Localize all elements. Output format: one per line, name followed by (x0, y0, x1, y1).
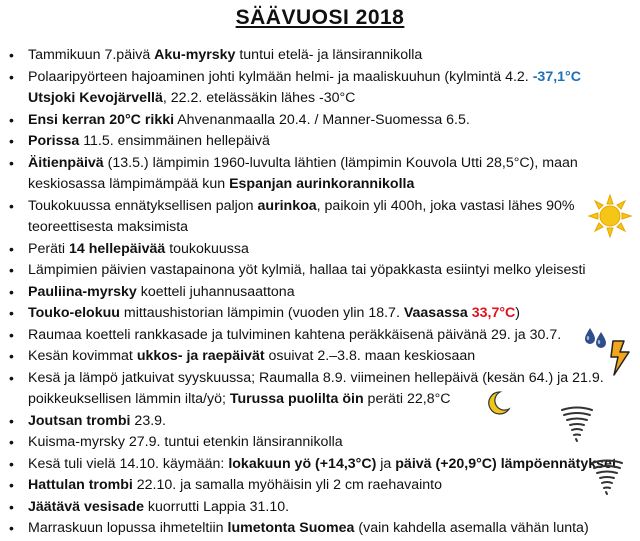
raindrops-icon (584, 326, 608, 348)
text-segment: Ahvenanmaalla 20.4. / Manner-Suomessa 6.5. (174, 111, 470, 128)
list-item (0, 67, 600, 110)
text-segment: Äitienpäivä (28, 154, 104, 171)
text-segment: tuntui etelä- ja länsirannikolla (235, 47, 423, 63)
text-segment: peräti 22,8°C (363, 391, 451, 407)
text-segment: osuivat 2.–3.8. maan keskiosaan (264, 348, 476, 364)
weather-events-list (0, 45, 617, 540)
tornado-icon (560, 405, 594, 443)
text-segment: Aku-myrsky (154, 47, 236, 63)
text-segment: 14 hellepäivää (69, 240, 166, 257)
list-item (0, 454, 617, 476)
list-item (0, 153, 600, 196)
text-segment: Hattulan trombi (28, 477, 133, 493)
text-segment: Kesä tuli vielä 14.10. käymään: (28, 455, 229, 472)
text-segment: mittaushistorian lämpimin (vuoden ylin 18.7. (119, 305, 404, 321)
text-segment: Jäätävä vesisade (28, 498, 144, 515)
text-segment: 22.10. ja samalla myöhäisin yli 2 cm raehavainto (132, 477, 442, 493)
text-segment: Polaaripyörteen hajoaminen johti kylmään helmi- ja maaliskuuhun (kylmintä 4.2. (28, 68, 533, 85)
text-segment: Joutsan trombi (28, 412, 131, 429)
text-segment: Utsjoki Kevojärvellä (28, 90, 163, 106)
text-segment: -37,1°C (532, 68, 581, 85)
text-segment: 11.5. ensimmäinen hellepäivä (79, 133, 270, 149)
text-segment: Kesä ja lämpö jatkuivat syyskuussa; Raumalla 8.9. viimeinen hellepäivä (kesän 64.) ja 21.9. (28, 369, 604, 386)
list-item (0, 196, 600, 239)
text-segment: , paikoin yli 400h, joka vastasi lähes 90% (316, 197, 575, 214)
list-item (0, 346, 600, 368)
text-segment: Marraskuun lopussa ihmeteltiin (28, 520, 228, 536)
list-item (0, 518, 600, 540)
text-segment: Turussa puolilta öin (229, 391, 364, 407)
text-segment: Ensi kerran 20°C rikki (28, 111, 175, 128)
list-item (0, 131, 600, 153)
moon-icon (485, 390, 511, 416)
text-segment: teoreettisesta maksimista (28, 219, 189, 235)
text-segment: päivä (+20,9°C) lämpöennätykset (395, 455, 617, 472)
text-segment: Vaasassa (403, 305, 468, 321)
list-item (0, 325, 600, 347)
text-segment: Toukokuussa ennätyksellisen paljon (28, 197, 258, 214)
page-title: SÄÄVUOSI 2018 (235, 6, 405, 29)
list-item (0, 497, 600, 519)
text-segment: Pauliina-myrsky (28, 283, 137, 300)
text-segment: Kuisma-myrsky 27.9. tuntui etenkin länsirannikolla (28, 434, 343, 450)
text-segment: 23.9. (130, 412, 166, 429)
text-segment: koetteli juhannusaattona (136, 283, 295, 300)
list-item (0, 45, 600, 67)
sun-icon (588, 194, 632, 238)
text-segment: ukkos- ja raepäivät (136, 348, 265, 364)
text-segment: Espanjan aurinkorannikolla (229, 176, 415, 192)
text-segment: keskiosassa lämpimämpää kun (28, 176, 230, 192)
list-item (0, 110, 600, 132)
text-segment: (13.5.) lämpimin 1960-luvulta lähtien (lämpimin Kouvola Utti 28,5°C), maan (103, 154, 578, 171)
text-segment: 33,7°C (471, 305, 516, 321)
text-segment: toukokuussa (165, 240, 249, 257)
text-segment: , 22.2. etelässäkin lähes -30°C (162, 90, 356, 106)
lightning-icon (610, 340, 632, 376)
text-segment: Lämpimien päivien vastapainona yöt kylmiä, hallaa tai yöpakkasta esiintyi melko yleisesti (28, 262, 586, 278)
text-segment: (vain kahdella asemalla vähän lunta) (354, 520, 589, 536)
tornado-icon (590, 458, 624, 496)
list-item (0, 282, 600, 304)
text-segment: Tammikuun 7.päivä (28, 47, 155, 63)
list-item (0, 260, 600, 282)
text-segment: Touko-elokuu (28, 305, 120, 321)
text-segment: lumetonta Suomea (227, 520, 355, 536)
list-item (0, 432, 600, 454)
text-segment: lokakuun yö (+14,3°C) (228, 455, 377, 472)
text-segment: aurinkoa (257, 197, 317, 214)
list-item (0, 475, 600, 497)
text-segment: Peräti (28, 240, 70, 257)
text-segment: Kesän kovimmat (28, 348, 137, 364)
text-segment: Porissa (28, 133, 80, 149)
text-segment: Raumaa koetteli rankkasade ja tulviminen kahtena peräkkäisenä päivänä 29. ja 30.7. (28, 326, 562, 343)
text-segment: kuorrutti Lappia 31.10. (143, 498, 290, 515)
text-segment: ja (376, 455, 396, 472)
text-segment: poikkeuksellisen lämmin ilta/yö; (28, 391, 230, 407)
list-item (0, 303, 600, 325)
list-item (0, 239, 600, 261)
text-segment: ) (515, 305, 520, 321)
